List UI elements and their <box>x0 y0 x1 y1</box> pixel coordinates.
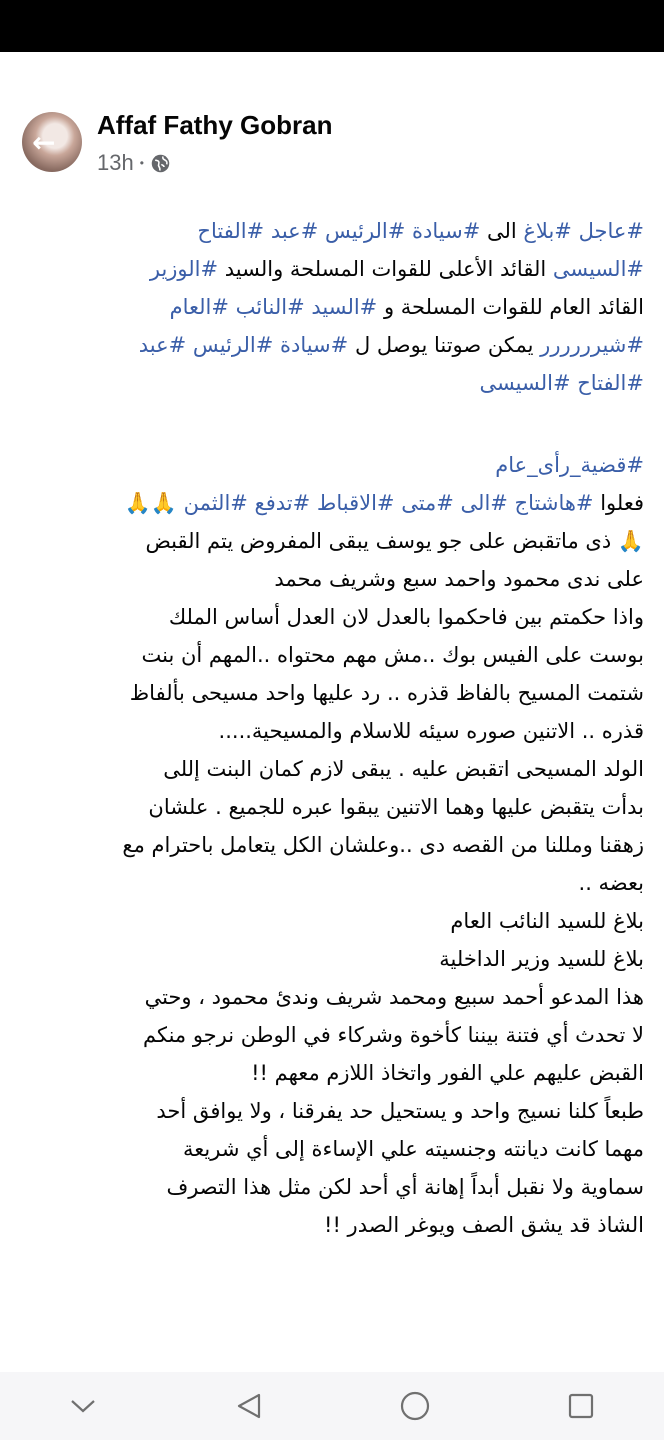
post-line <box>0 788 664 826</box>
post-line <box>0 364 664 402</box>
post-line <box>0 902 664 940</box>
post-text-span: لا تحدث أي فتنة بيننا كأخوة وشركاء في الوطن نرجو منكم <box>143 1023 644 1047</box>
post-text-span: الشاذ قد يشق الصف ويوغر الصدر !! <box>324 1213 644 1237</box>
system-nav-bar <box>0 1372 664 1440</box>
post-line <box>0 826 664 864</box>
chevron-down-icon <box>68 1396 98 1416</box>
post-line <box>0 1054 664 1092</box>
post-line <box>0 484 664 522</box>
paragraph-gap <box>0 402 664 446</box>
avatar[interactable] <box>22 112 82 172</box>
post-line <box>0 522 664 560</box>
hashtag-link[interactable]: #شيرررررر <box>540 333 644 357</box>
hashtag-link[interactable]: #السيد #النائب #العام <box>169 295 378 319</box>
post-text-span: طبعاً كلنا نسيج واحد و يستحيل حد يفرقنا ، ولا يوافق أحد <box>156 1099 644 1123</box>
hashtag-link[interactable]: #سيادة #الرئيس #عبد <box>138 333 349 357</box>
post-line <box>0 1168 664 1206</box>
post-line <box>0 674 664 712</box>
hashtag-link[interactable]: #عاجل #بلاغ <box>523 219 644 243</box>
post-line <box>0 1092 664 1130</box>
nav-back-button[interactable] <box>227 1384 271 1428</box>
post-text-span: بعضه .. <box>578 871 644 895</box>
nav-home-button[interactable] <box>393 1384 437 1428</box>
post-text-span: بوست على الفيس بوك ..مش مهم محتواه ..المهم أن بنت <box>141 643 644 667</box>
post-time[interactable]: 13h <box>97 150 134 175</box>
post-meta <box>97 148 171 178</box>
post-text-span: هذا المدعو أحمد سبيع ومحمد شريف وندئ محمود ، وحتي <box>144 985 644 1009</box>
post-line <box>0 598 664 636</box>
post-text-span: على ندى محمود واحمد سبع وشريف محمد <box>274 567 644 591</box>
post-line <box>0 712 664 750</box>
post-text-span: بلاغ للسيد النائب العام <box>450 909 644 933</box>
post-text <box>0 212 664 1244</box>
meta-separator: • <box>139 156 144 170</box>
post-text-span: واذا حكمتم بين فاحكموا بالعدل لان العدل أساس الملك <box>168 605 644 629</box>
post-card <box>0 52 664 1372</box>
triangle-back-icon <box>234 1391 264 1421</box>
post-line <box>0 750 664 788</box>
post-text-span: 🙏 ذى ماتقبض على جو يوسف يبقى المفروض يتم القبض <box>145 529 644 553</box>
hashtag-link[interactable]: #هاشتاج #الى #متى #الاقباط #تدفع #الثمن <box>183 491 594 515</box>
post-line <box>0 250 664 288</box>
hashtag-link[interactable]: #سيادة #الرئيس #عبد #الفتاح <box>197 219 481 243</box>
hashtag-link[interactable]: #السيسى <box>552 257 644 281</box>
post-line <box>0 560 664 598</box>
back-arrow-icon[interactable]: ← <box>32 126 56 159</box>
post-line <box>0 326 664 364</box>
post-text-span: الولد المسيحى اتقبض عليه . يبقى لازم كمان البنت إللى <box>163 757 644 781</box>
square-recents-icon <box>566 1391 596 1421</box>
hashtag-link[interactable]: #الوزير <box>149 257 219 281</box>
post-line <box>0 978 664 1016</box>
post-line <box>0 446 664 484</box>
post-text-span: يمكن صوتنا يوصل ل <box>348 333 541 357</box>
post-line <box>0 212 664 250</box>
author-name[interactable]: Affaf Fathy Gobran <box>97 110 333 140</box>
post-line <box>0 1130 664 1168</box>
hashtag-link[interactable]: #قضية_رأى_عام <box>495 453 644 477</box>
post-text-span: مهما كانت ديانته وجنسيته علي الإساءة إلى أي شريعة <box>183 1137 644 1161</box>
post-line <box>0 1206 664 1244</box>
hashtag-link[interactable]: #الفتاح #السيسى <box>479 371 644 395</box>
post-text-span: بلاغ للسيد وزير الداخلية <box>439 947 644 971</box>
post-text-span: شتمت المسيح بالفاظ قذره .. رد عليها واحد مسيحى بألفاظ <box>129 681 644 705</box>
globe-icon[interactable] <box>150 153 171 174</box>
nav-collapse-button[interactable] <box>61 1384 105 1428</box>
post-line <box>0 636 664 674</box>
post-line <box>0 1016 664 1054</box>
status-bar <box>0 0 664 52</box>
post-header <box>0 52 664 192</box>
nav-recents-button[interactable] <box>559 1384 603 1428</box>
post-text-span: زهقنا ومللنا من القصه دى ..وعلشان الكل يتعامل باحترام مع <box>122 833 644 857</box>
post-text-span: القائد الأعلى للقوات المسلحة والسيد <box>218 257 553 281</box>
post-text-span: سماوية ولا نقبل أبداً إهانة أي أحد لكن مثل هذا التصرف <box>166 1175 644 1199</box>
post-line <box>0 940 664 978</box>
post-line <box>0 288 664 326</box>
post-line <box>0 864 664 902</box>
post-text-span: القبض عليهم علي الفور واتخاذ اللازم معهم !! <box>251 1061 644 1085</box>
post-text-span: القائد العام للقوات المسلحة و <box>377 295 644 319</box>
post-text-span: بدأت يتقبض عليها وهما الاتنين يبقوا عبره للجميع . علشان <box>148 795 644 819</box>
post-text-span: فعلوا <box>593 491 644 515</box>
post-text-span: الى <box>480 219 524 243</box>
post-text-span: 🙏🙏 <box>124 491 184 515</box>
post-text-span: قذره .. الاتنين صوره سيئه للاسلام والمسيحية..... <box>218 719 644 743</box>
circle-home-icon <box>399 1390 431 1422</box>
